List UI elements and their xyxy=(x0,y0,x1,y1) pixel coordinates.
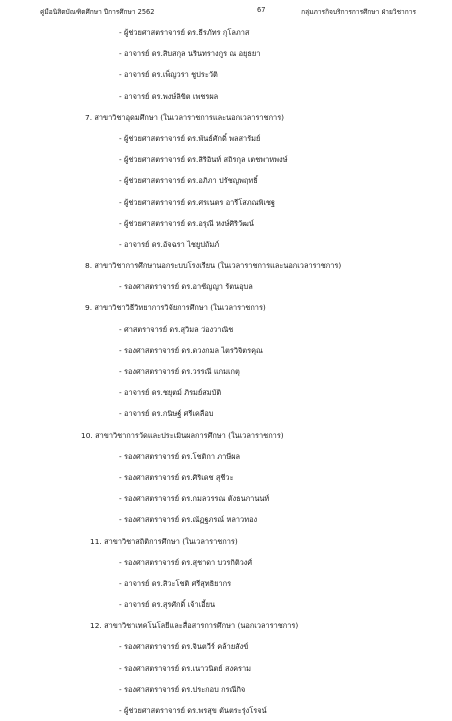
faculty-member-item: - ศาสตราจารย์ ดร.สุวิมล ว่องวาณิช xyxy=(119,324,234,334)
faculty-member-item: - รองศาสตราจารย์ ดร.ณัฏฐภรณ์ หลาวทอง xyxy=(119,515,258,525)
faculty-member-item: - อาจารย์ ดร.สิวะโชติ ศรีสุทธิยากร xyxy=(119,578,232,588)
faculty-member-item: - ผู้ช่วยศาสตราจารย์ ดร.สิริอินท์ สถิรกุล เตชพาหพงษ์ xyxy=(119,155,288,165)
faculty-member-item: - ผู้ช่วยศาสตราจารย์ ดร.ศรเนตร อารีโสภณพิเชฐ xyxy=(119,197,275,207)
faculty-member-item: - รองศาสตราจารย์ ดร.ศิริเดช สุชีวะ xyxy=(119,472,234,482)
faculty-member-item: - รองศาสตราจารย์ ดร.วรรณี แกมเกตุ xyxy=(119,367,240,376)
page-number: 67 xyxy=(257,6,266,14)
header-department: กลุ่มภารกิจบริการการศึกษา ฝ่ายวิชาการ xyxy=(301,8,416,16)
faculty-member-item: - อาจารย์ ดร.สุรศักดิ์ เจ้าเอี้ยน xyxy=(119,600,216,610)
faculty-member-item: - ผู้ช่วยศาสตราจารย์ ดร.อรุณี หงษ์ศิริวัฒน์ xyxy=(119,218,254,228)
program-heading: 10. สาขาวิชาการวัดและประเมินผลการศึกษา (ในเวลาราชการ) xyxy=(81,430,284,440)
faculty-member-item: - รองศาสตราจารย์ ดร.สุชาดา บวรกิติวงศ์ xyxy=(119,557,253,567)
program-heading: 8. สาขาวิชาการศึกษานอกระบบโรงเรียน (ในเวลาราชการและนอกเวลาราชการ) xyxy=(85,261,342,271)
program-heading: 11. สาขาวิชาสถิติการศึกษา (ในเวลาราชการ) xyxy=(90,536,238,546)
faculty-member-item: - อาจารย์ ดร.อัจฉรา ไชยูปถัมภ์ xyxy=(119,239,220,249)
faculty-member-item: - ผู้ช่วยศาสตราจารย์ ดร.อภิภา ปรัชญพฤทธิ์ xyxy=(119,176,258,186)
faculty-list xyxy=(0,22,452,721)
faculty-member-item: - อาจารย์ ดร.ชยุตม์ ภิรมย์สมบัติ xyxy=(119,388,222,398)
faculty-member-item: - ผู้ช่วยศาสตราจารย์ ดร.พรสุข ตันตระรุ่งโรจน์ xyxy=(119,706,267,715)
faculty-member-item: - รองศาสตราจารย์ ดร.ประกอบ กรณีกิจ xyxy=(119,684,246,694)
faculty-member-item: - รองศาสตราจารย์ ดร.อาชัญญา รัตนอุบล xyxy=(119,282,253,292)
faculty-member-item: - รองศาสตราจารย์ ดร.โชติกา ภาษีผล xyxy=(119,451,241,461)
faculty-member-item: - รองศาสตราจารย์ ดร.ดวงกมล ไตรวิจิตรคุณ xyxy=(119,345,263,355)
faculty-member-item: - อาจารย์ ดร.พงษ์ลิขิต เพชรผล xyxy=(119,91,219,101)
program-heading: 9. สาขาวิชาวิธีวิทยาการวิจัยการศึกษา (ในเวลาราชการ) xyxy=(85,303,266,313)
page-header xyxy=(40,6,416,18)
faculty-member-item: - อาจารย์ ดร.กนิษฐ์ ศรีเคลือบ xyxy=(119,409,214,419)
faculty-member-item: - อาจารย์ ดร.เพ็ญวรา ชูประวัติ xyxy=(119,70,218,80)
faculty-member-item: - ผู้ช่วยศาสตราจารย์ ดร.พันธ์ศักดิ์ พลสารัมย์ xyxy=(119,133,261,143)
header-handbook-title: คู่มือนิสิตบัณฑิตศึกษา ปีการศึกษา 2562 xyxy=(40,8,155,16)
faculty-member-item: - อาจารย์ ดร.สิบสกุล นรินทรางกูร ณ อยุธยา xyxy=(119,49,261,59)
program-heading: 12. สาขาวิชาเทคโนโลยีและสื่อสารการศึกษา (นอกเวลาราชการ) xyxy=(90,621,299,631)
program-heading: 7. สาขาวิชาอุดมศึกษา (ในเวลาราชการและนอกเวลาราชการ) xyxy=(85,112,285,122)
faculty-member-item: - ผู้ช่วยศาสตราจารย์ ดร.ธีรภัทร กุโลภาส xyxy=(119,28,250,37)
faculty-member-item: - รองศาสตราจารย์ ดร.เนาวนิตย์ สงคราม xyxy=(119,663,252,673)
faculty-member-item: - รองศาสตราจารย์ ดร.กมลวรรณ ตังธนกานนท์ xyxy=(119,494,270,504)
faculty-member-item: - รองศาสตราจารย์ ดร.จินตวีร์ คล้ายสังข์ xyxy=(119,642,249,652)
